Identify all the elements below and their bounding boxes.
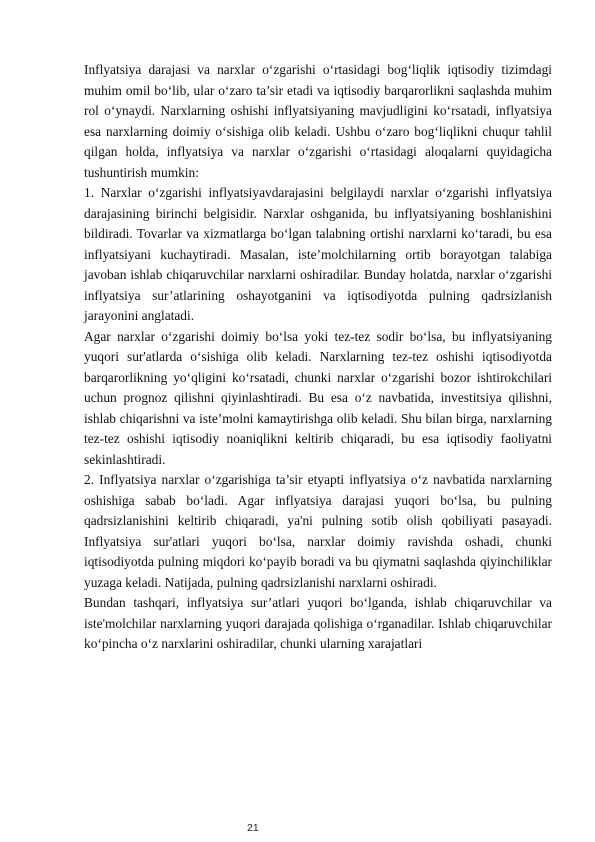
paragraph-5: Bundan tashqari, inflyatsiya sur’atlari yuqori bo‘lganda, ishlab chiqaruvchilar va iste'molchilar narxlarning yuqori darajada qolishiga o‘rganadilar. Ishlab chiqaruvchilar ko‘pincha o‘z narxlarini oshiradilar, chunki ularning xarajatlari bbox=[84, 595, 552, 651]
paragraph-1: Inflyatsiya darajasi va narxlar o‘zgarishi o‘rtasidagi bog‘liqlik iqtisodiy tizimdagi muhim omil bo‘lib, ular o‘zaro ta’sir etadi va iqtisodiy barqarorlikni saqlashda muhim rol o‘ynaydi. Narxlarning oshishi inflyatsiyaning mavjudligini ko‘rsatadi, inflyatsiya esa narxlarning doimiy o‘sishiga olib keladi. Ushbu o‘zaro bog‘liqlikni chuqur tahlil qilgan holda, inflyatsiya va narxlar o‘zgarishi o‘rtasidagi aloqalarni quyidagicha tushuntirish mumkin: bbox=[84, 62, 552, 180]
page-number: 21 bbox=[247, 822, 259, 834]
document-body bbox=[84, 60, 552, 655]
paragraph-4: 2. Inflyatsiya narxlar o‘zgarishiga ta’sir etyapti inflyatsiya o‘z navbatida narxlarning oshishiga sabab bo‘ladi. Agar inflyatsiya darajasi yuqori bo‘lsa, bu pulning qadrsizlanishini keltirib chiqaradi, ya'ni pulning sotib olish qobiliyati pasayadi. Inflyatsiya sur'atlari yuqori bo‘lsa, narxlar doimiy ravishda oshadi, chunki iqtisodiyotda pulning miqdori ko‘payib boradi va bu qiymatni saqlashda qiyinchiliklar yuzaga keladi. Natijada, pulning qadrsizlanishi narxlarni oshiradi. bbox=[84, 472, 552, 590]
paragraph-3: Agar narxlar o‘zgarishi doimiy bo‘lsa yoki tez-tez sodir bo‘lsa, bu inflyatsiyaning yuqori sur'atlarda o‘sishiga olib keladi. Narxlarning tez-tez oshishi iqtisodiyotda barqarorlikning yo‘qligini ko‘rsatadi, chunki narxlar o‘zgarishi bozor ishtirokchilari uchun prognoz qilishni qiyinlashtiradi. Bu esa o‘z navbatida, investitsiya qilishni, ishlab chiqarishni va iste’molni kamaytirishga olib keladi. Shu bilan birga, narxlarning tez-tez oshishi iqtisodiy noaniqlikni keltirib chiqaradi, bu esa iqtisodiy faoliyatni sekinlashtiradi. bbox=[84, 328, 552, 467]
paragraph-2: 1. Narxlar o‘zgarishi inflyatsiyavdarajasini belgilaydi narxlar o‘zgarishi inflyatsiya darajasining birinchi belgisidir. Narxlar oshganida, bu inflyatsiyaning boshlanishini bildiradi. Tovarlar va xizmatlarga bo‘lgan talabning ortishi narxlarni ko‘taradi, bu esa inflyatsiyani kuchaytiradi. Masalan, iste’molchilarning ortib borayotgan talabiga javoban ishlab chiqaruvchilar narxlarni oshiradilar. Bunday holatda, narxlar o‘zgarishi inflyatsiya sur’atlarining oshayotganini va iqtisodiyotda pulning qadrsizlanish jarayonini anglatadi. bbox=[84, 185, 552, 323]
